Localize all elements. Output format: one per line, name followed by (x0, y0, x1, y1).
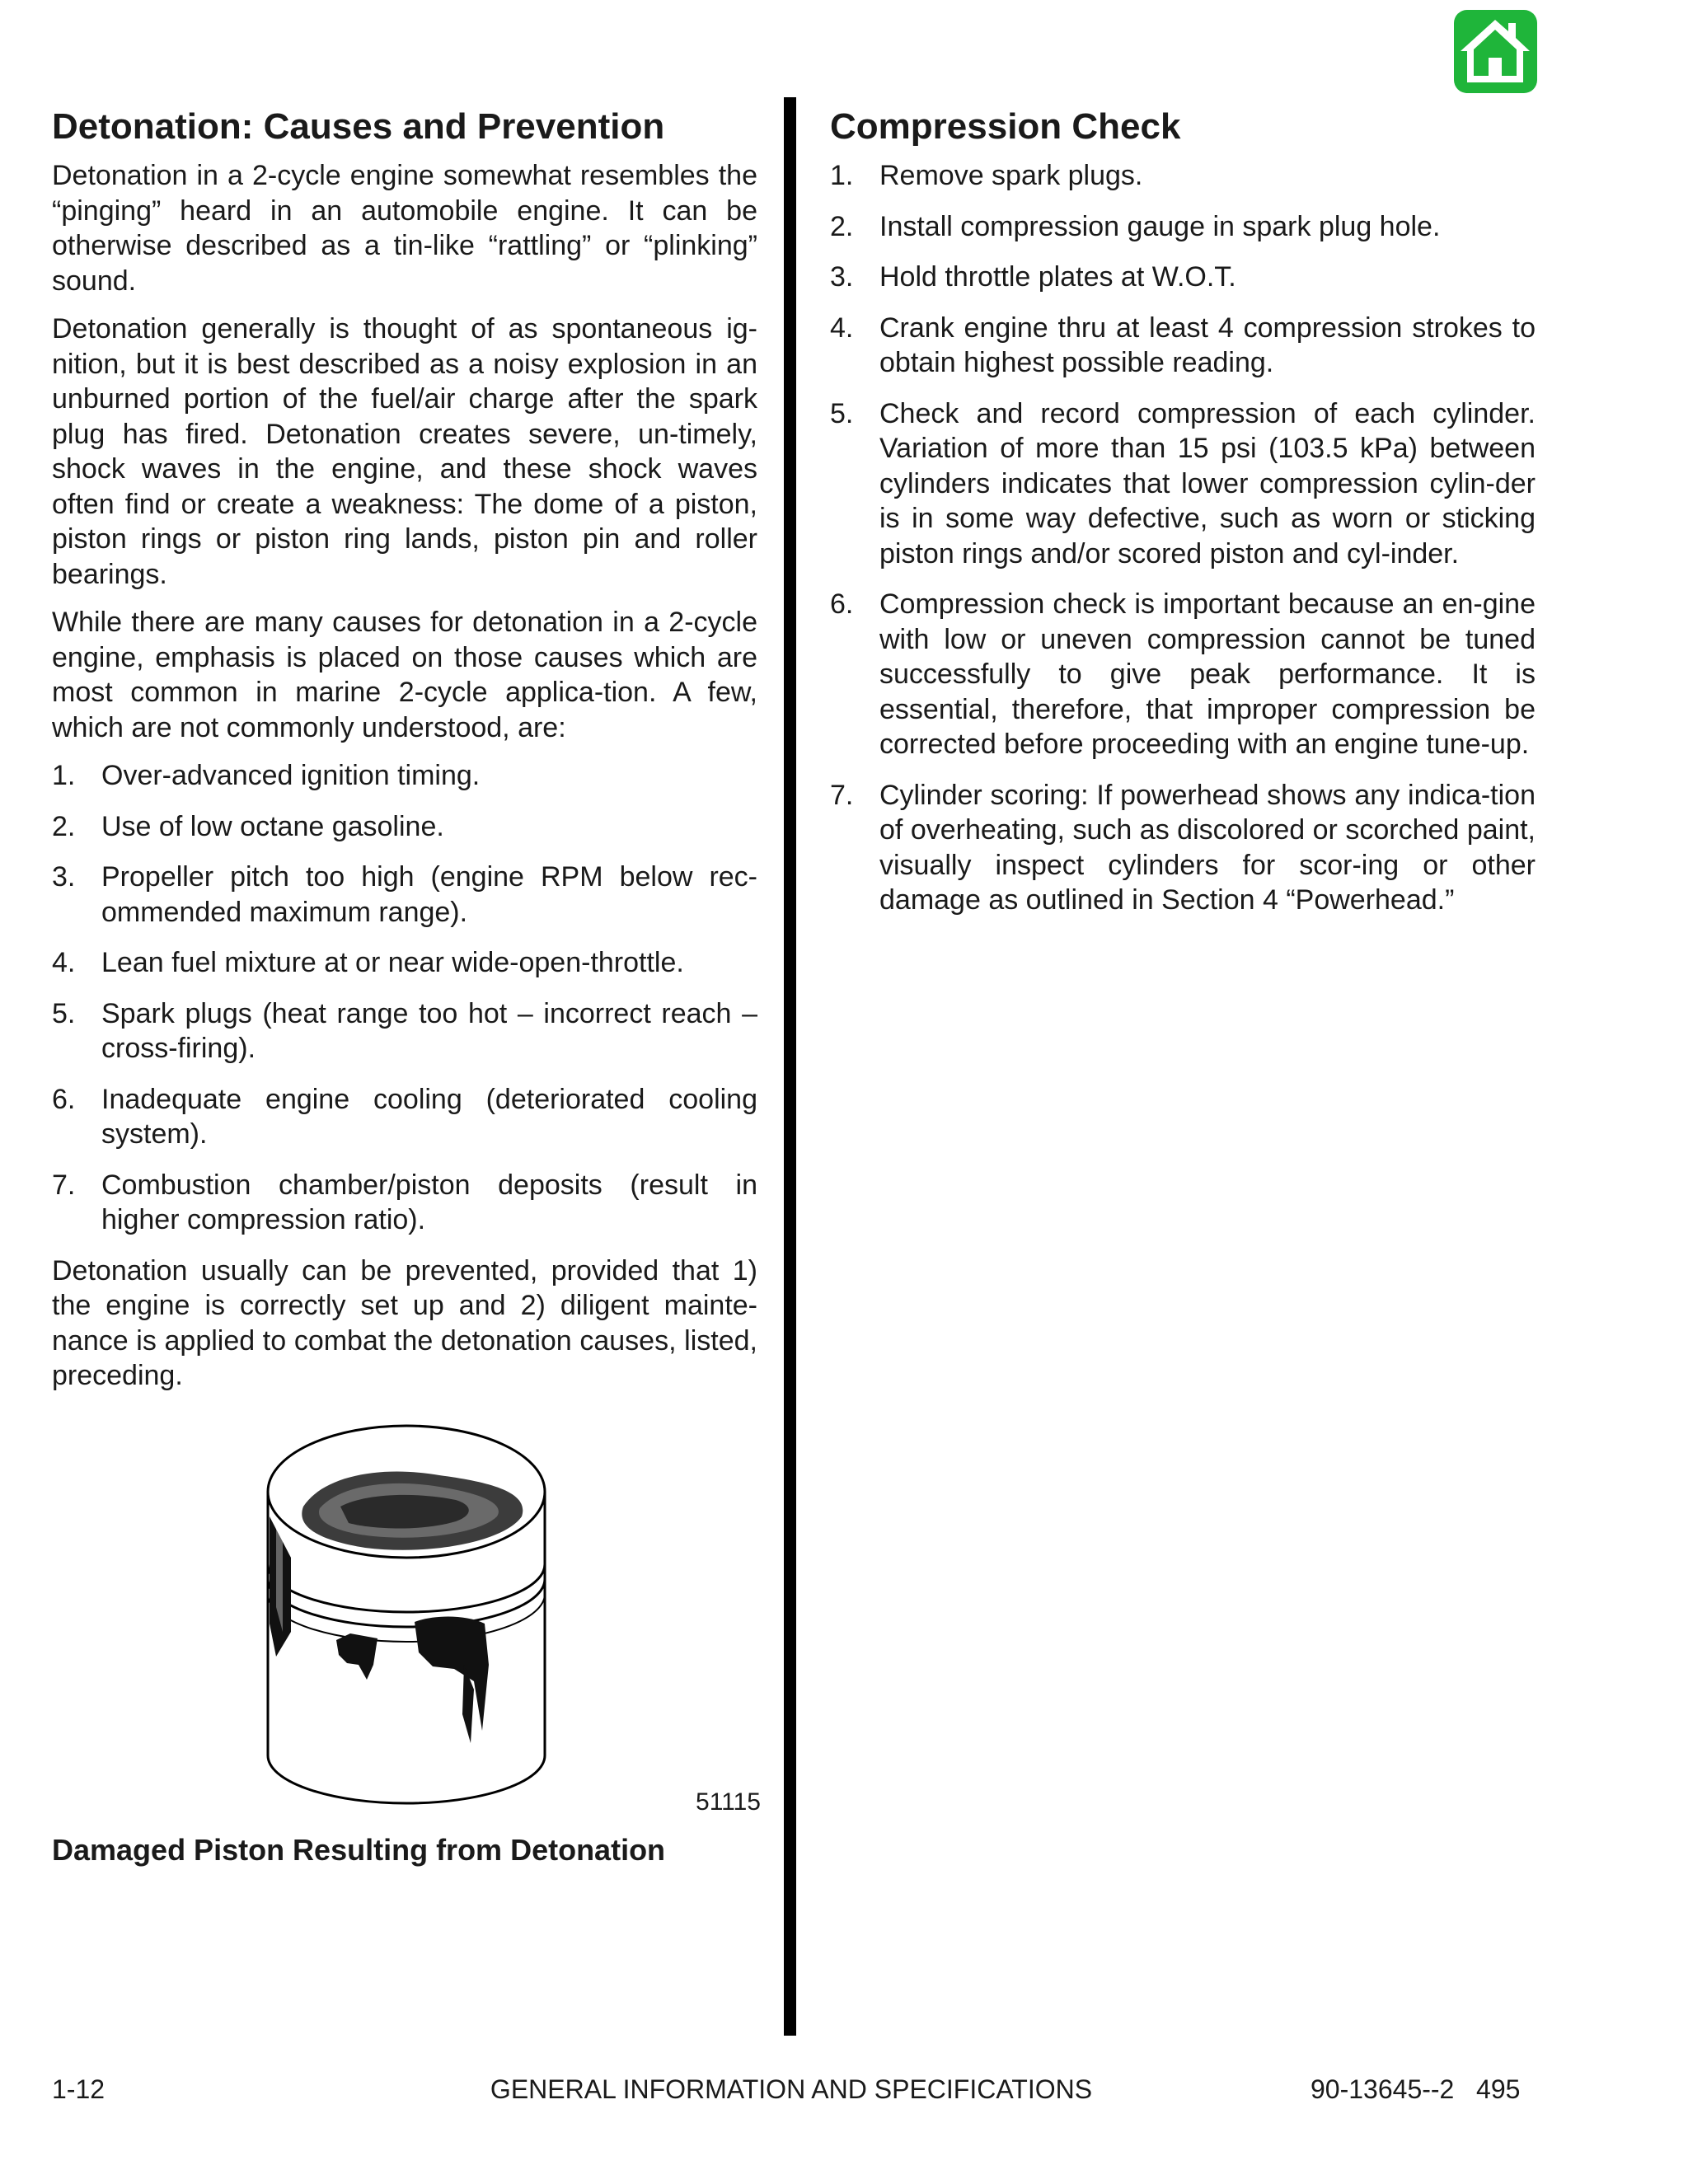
list-item (52, 860, 757, 930)
item-text: Propeller pitch too high (engine RPM below rec-ommended maximum range). (101, 861, 757, 928)
item-number: 7. (52, 1169, 76, 1201)
item-text: Lean fuel mixture at or near wide-open-throttle. (101, 947, 684, 978)
list-item (830, 396, 1536, 572)
item-number: 3. (52, 861, 76, 893)
item-number: 4. (52, 947, 76, 978)
list-item (52, 996, 757, 1066)
list-item (830, 778, 1536, 918)
page-number: 1-12 (52, 2074, 106, 2104)
figure-caption: Damaged Piston Resulting from Detonation (52, 1833, 666, 1867)
item-text: Inadequate engine cooling (deteriorated cooling system). (101, 1083, 757, 1150)
home-icon (1454, 10, 1537, 93)
item-text: Compression check is important because an en-gine with low or uneven compression cannot be tuned successfully to give peak performance. It is essential, therefore, that improper compression be corrected before proceeding with an engine tune-up. (879, 588, 1536, 760)
list-item (830, 311, 1536, 381)
item-text: Crank engine thru at least 4 compression strokes to obtain highest possible reading. (879, 312, 1536, 378)
item-text: Over-advanced ignition timing. (101, 760, 481, 791)
detonation-heading: Detonation: Causes and Prevention (52, 106, 665, 147)
compression-heading: Compression Check (830, 106, 1181, 147)
item-text: Use of low octane gasoline. (101, 810, 444, 842)
list-item (52, 1168, 757, 1238)
item-text: Hold throttle plates at W.O.T. (879, 261, 1236, 293)
paragraph: Detonation generally is thought of as spontaneous ig-nition, but it is best described as a noisy explosion in an unburned portion of the fuel/air charge after the spark plug has fired. Detonation creates severe, un-timely, shock waves in the engine, and these shock waves often find or create a weakness: The dome of a piston, piston rings or piston ring lands, piston pin and roller bearings. (52, 313, 757, 590)
item-text: Remove spark plugs. (879, 160, 1143, 191)
figure-number: 51115 (696, 1788, 761, 1816)
item-number: 4. (830, 312, 854, 344)
item-number: 2. (52, 810, 76, 842)
item-number: 1. (830, 160, 854, 191)
item-number: 3. (830, 261, 854, 293)
item-text: Check and record compression of each cylinder. Variation of more than 15 psi (103.5 kPa) between cylinders indicates that lower compression cylin-der is in some way defective, such as worn or sticking piston rings and/or scored piston and cyl-inder. (879, 397, 1536, 569)
item-text: Spark plugs (heat range too hot – incorrect reach – cross-firing). (101, 997, 757, 1064)
section-title: GENERAL INFORMATION AND SPECIFICATIONS (490, 2074, 1093, 2104)
causes-list (52, 758, 757, 1238)
list-item (830, 260, 1536, 295)
piston-figure (52, 1418, 761, 1879)
paragraph: Detonation usually can be prevented, provided that 1) the engine is correctly set up and 2) diligent mainte-nance is applied to combat the detonation causes, listed, preceding. (52, 1254, 757, 1391)
list-item (52, 809, 757, 845)
item-number: 7. (830, 779, 854, 811)
list-item (830, 209, 1536, 245)
item-number: 5. (52, 997, 76, 1029)
list-item (830, 587, 1536, 762)
steps-list (830, 158, 1536, 918)
item-number: 6. (830, 588, 854, 620)
item-number: 2. (830, 210, 854, 242)
item-text: Combustion chamber/piston deposits (result in higher compression ratio). (101, 1169, 757, 1235)
paragraph: Detonation in a 2-cycle engine somewhat resembles the “pinging” heard in an automobile engine. It can be otherwise described as a tin-like “rattling” or “plinking” sound. (52, 160, 757, 297)
item-number: 5. (830, 397, 854, 429)
item-text: Cylinder scoring: If powerhead shows any indica-tion of overheating, such as discolored or scorched paint, visually inspect cylinders for scor-ing or other damage as outlined in Section 4 “Powerhead.” (879, 779, 1536, 916)
list-item (52, 945, 757, 981)
home-button[interactable] (1454, 10, 1537, 93)
column-divider (784, 97, 796, 2036)
left-column (52, 101, 757, 1407)
document-number: 90-13645--2 495 (1311, 2074, 1521, 2104)
list-item (52, 758, 757, 794)
list-item (52, 1082, 757, 1152)
damaged-piston-illustration (258, 1418, 555, 1821)
item-text: Install compression gauge in spark plug hole. (879, 210, 1441, 242)
list-item (830, 158, 1536, 194)
paragraph: While there are many causes for detonation in a 2-cycle engine, emphasis is placed on those causes which are most common in marine 2-cycle applica-tion. A few, which are not commonly understood, are: (52, 607, 757, 743)
item-number: 6. (52, 1083, 76, 1115)
item-number: 1. (52, 760, 76, 791)
right-column (830, 101, 1536, 934)
